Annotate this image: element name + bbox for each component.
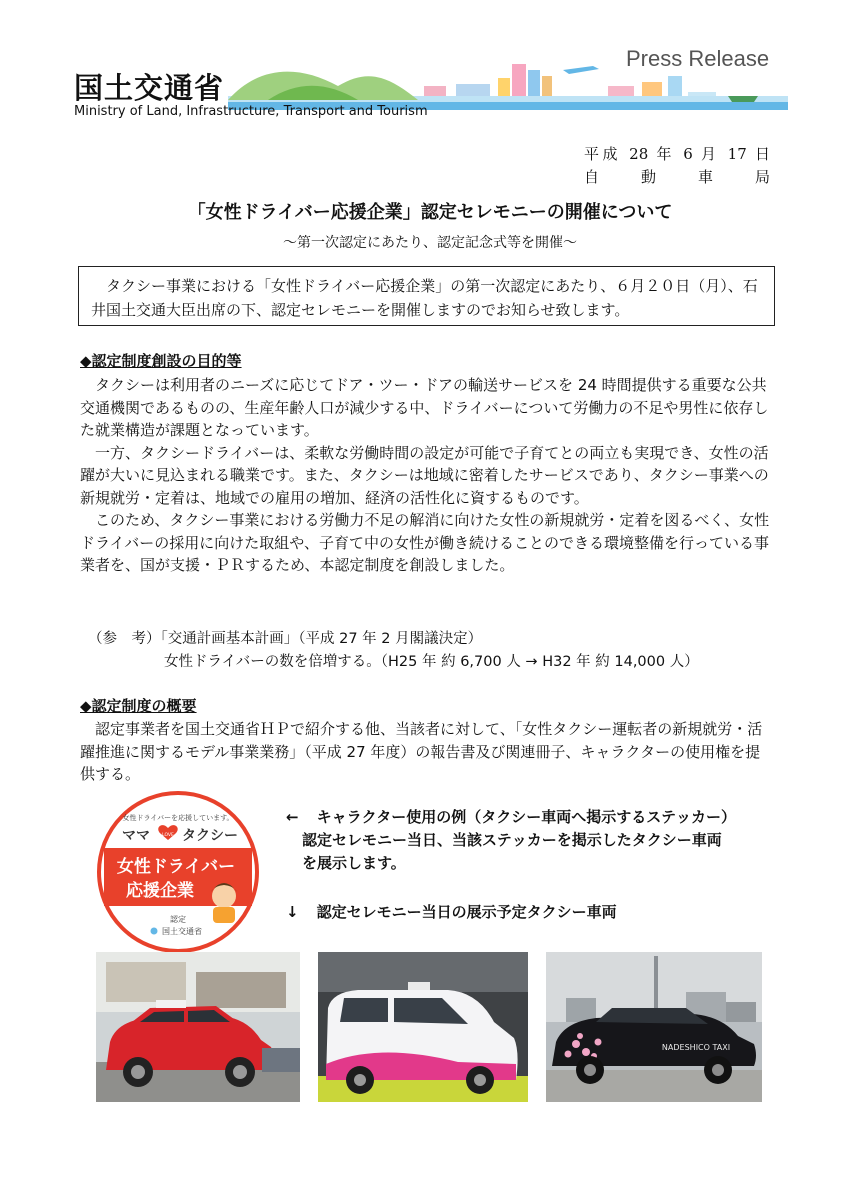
summary-text: タクシー事業における「女性ドライバー応援企業」の第一次認定にあたり、６月２０日（月）、石井国土交通大臣出席の下、認定セレモニーを開催しますのでお知らせ致します。 (91, 277, 758, 319)
overview-paragraph: 認定事業者を国土交通省ＨＰで紹介する他、当該者に対して、「女性タクシー運転者の新規就労・活躍推進に関するモデル事業業務」（平成 27 年度）の報告書及び関連冊子、キャラクターの使用権を提供する。 (80, 720, 763, 783)
note-line-3: を展示します。 (302, 854, 406, 872)
reference-line-2: 女性ドライバーの数を倍増する。（H25 年 約 6,700 人 → H32 年 約 14,000 人） (164, 654, 699, 670)
issue-date: 平成 28 年 6 月 17 日 (584, 145, 770, 163)
section-overview (80, 695, 770, 786)
sticker-mama: ママ (122, 828, 150, 844)
sticker-taxi: タクシー (182, 828, 238, 844)
reference-label: （参 考） (88, 631, 161, 647)
character-icon (211, 883, 237, 923)
section-purpose (80, 350, 770, 577)
sticker-heart-text: LOVE (162, 833, 174, 838)
purpose-paragraph-1: タクシーは利用者のニーズに応じてドア・ツー・ドアの輸送サービスを 24 時間提供する重要な公共交通機関であるものの、生産年齢人口が減少する中、ドライバーについて労働力の不足や男性に依存した就業構造が課題となっています。 (80, 376, 769, 439)
issuing-bureau: 自動車局 (584, 168, 770, 186)
note-line-4: 認定セレモニー当日の展示予定タクシー車両 (316, 903, 617, 921)
sticker-line-2: 応援企業 (126, 881, 194, 901)
sticker-notes (286, 806, 736, 924)
section-heading-overview: ◆認定制度の概要 (80, 697, 197, 715)
note-line-1: キャラクター使用の例（タクシー車両へ掲示するステッカー） (316, 808, 736, 826)
sticker-top-text: 女性ドライバーを応援しています。 (122, 814, 234, 822)
note-line-2: 認定セレモニー当日、当該ステッカーを掲示したタクシー車両 (302, 831, 722, 849)
sticker-line-1: 女性ドライバー (116, 857, 236, 877)
section-heading-purpose: ◆認定制度創設の目的等 (80, 352, 242, 370)
sticker-ministry: 国土交通省 (162, 927, 202, 936)
reference-line-1: 「交通計画基本計画」（平成 27 年 2 月閣議決定） (160, 631, 483, 647)
sticker-nintei: 認定 (170, 915, 186, 924)
purpose-paragraph-2: 一方、タクシードライバーは、柔軟な労働時間の設定が可能で子育てとの両立も実現でき、女性の活躍が大いに見込まれる職業です。また、タクシーは地域に密着したサービスであり、タクシー事業への新規就労・定着は、地域での雇用の増加、経済の活性化に資するものです。 (80, 443, 769, 507)
arrow-down-icon: ↓ (286, 903, 299, 921)
press-release-label: Press Release (626, 46, 770, 71)
ministry-logo-icon (151, 928, 158, 935)
taxi3-label: NADESHICO TAXI (661, 1043, 731, 1052)
purpose-paragraph-3: このため、タクシー事業における労働力不足の解消に向けた女性の新規就労・定着を図るべく、女性ドライバーの採用に向けた取組や、子育て中の女性が働き続けることのできる環境整備を行っている事業者を、国が支援・ＰＲするため、本認定制度を創設しました。 (80, 511, 770, 574)
taxi-photo-pink (318, 952, 528, 1102)
arrow-left-icon: ← (286, 808, 299, 826)
page-subtitle: 〜第一次認定にあたり、認定記念式等を開催〜 (283, 235, 577, 251)
character-sticker (96, 790, 260, 954)
ministry-name-jp: 国土交通省 (74, 71, 225, 105)
summary-box (78, 266, 775, 326)
reference-block (88, 628, 699, 674)
date-block (584, 143, 770, 189)
taxi-photo-black (546, 952, 762, 1102)
ministry-name-en: Ministry of Land, Infrastructure, Transport and Tourism (74, 104, 428, 119)
taxi-photo-red (96, 952, 300, 1102)
page-title: 「女性ドライバー応援企業」認定セレモニーの開催について (187, 202, 673, 223)
